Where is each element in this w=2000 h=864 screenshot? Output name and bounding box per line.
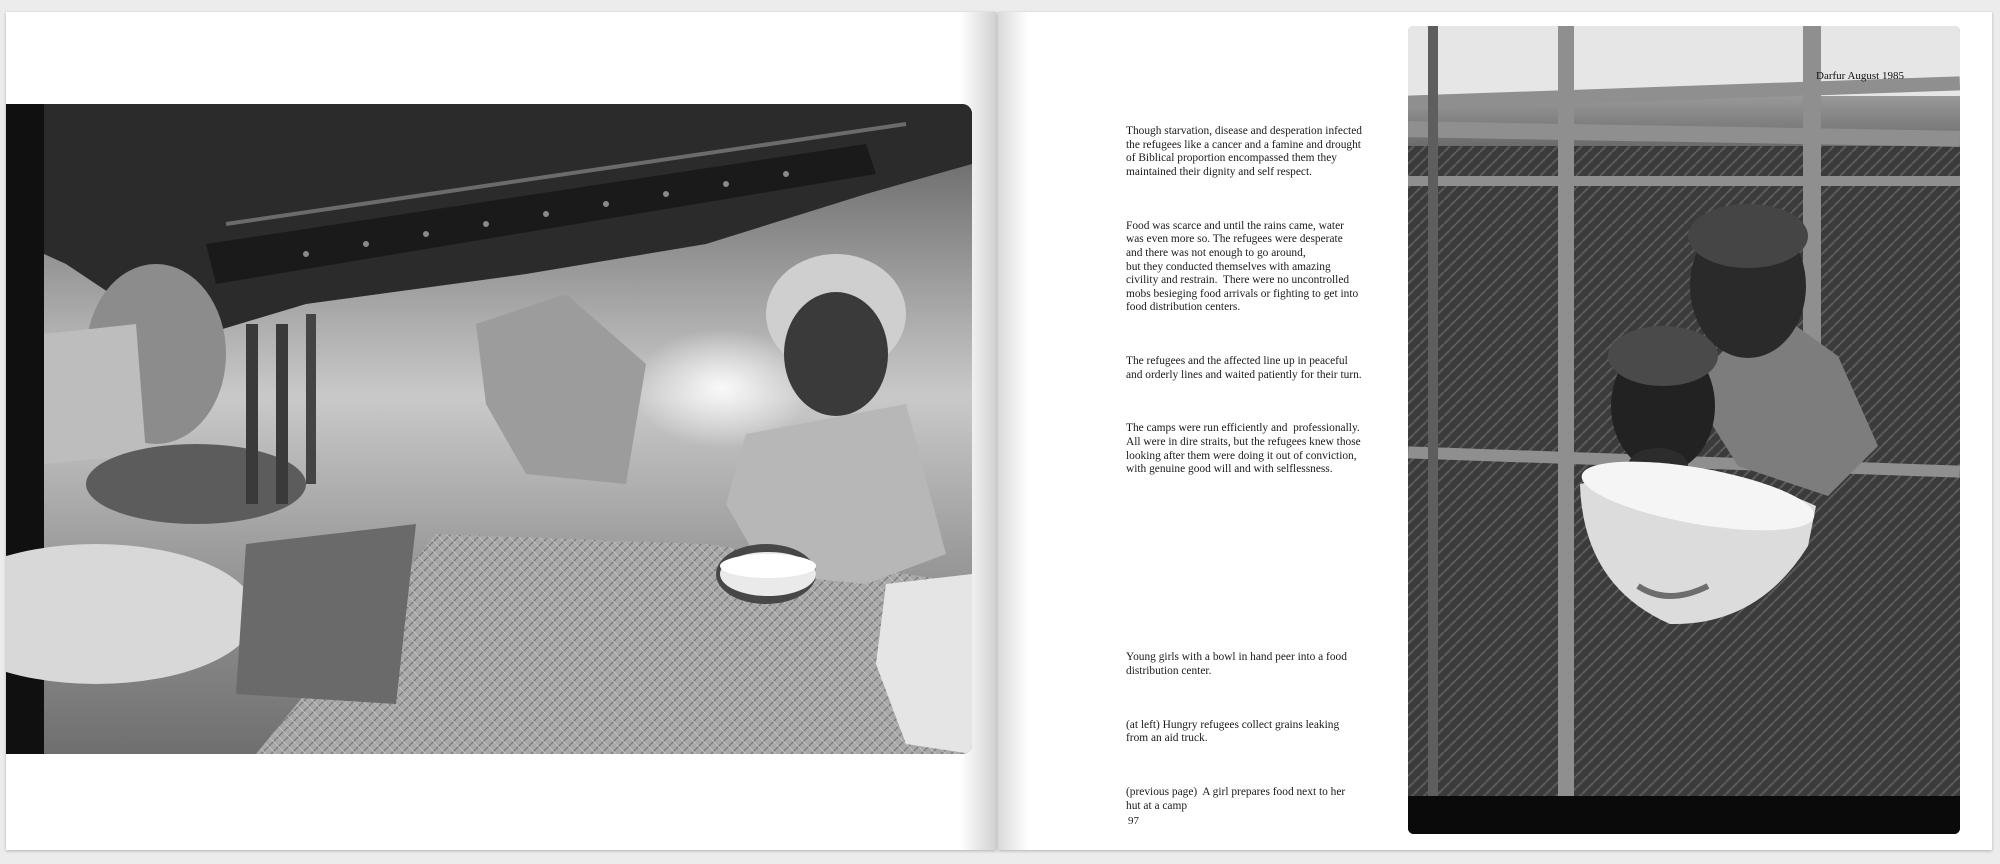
page-number: 97 [1128,815,1139,827]
photo-location-date: Darfur August 1985 [1816,70,1904,82]
photo-captions [1126,624,1388,853]
photo-girls-with-bowl [1408,26,1960,834]
photo-girls-with-bowl-image [1408,26,1960,834]
caption: (previous page) A girl prepares food next to her hut at a camp [1126,785,1346,812]
essay-paragraph: Food was scarce and until the rains came, water was even more so. The refugees were desperate and there was not enough to go around, but they conducted themselves with amazing civility and restrain. There were no uncontrolled mobs besieging food arrivals or fighting to get into food distribution centers. [1126,219,1359,314]
essay-paragraph: The camps were run efficiently and professionally. All were in dire straits, but the refugees knew those looking after them were doing it out of conviction, with genuine good will and with selflessness. [1126,422,1361,476]
essay-paragraph: Though starvation, disease and desperation infected the refugees like a cancer and a famine and drought of Biblical proportion encompassed them they maintained their dignity and self respect. [1126,125,1362,178]
left-page [6,12,996,850]
caption: (at left) Hungry refugees collect grains leaking from an aid truck. [1126,718,1340,745]
photo-refugees-under-truck [6,104,972,754]
photo-refugees-under-truck-image [6,104,972,754]
essay-paragraph: The refugees and the affected line up in peaceful and orderly lines and waited patiently for their turn. [1126,355,1362,381]
right-page [998,12,1992,850]
gutter-shadow [998,12,1028,850]
caption: Young girls with a bowl in hand peer into a food distribution center. [1126,651,1347,677]
essay-text [1126,98,1388,517]
